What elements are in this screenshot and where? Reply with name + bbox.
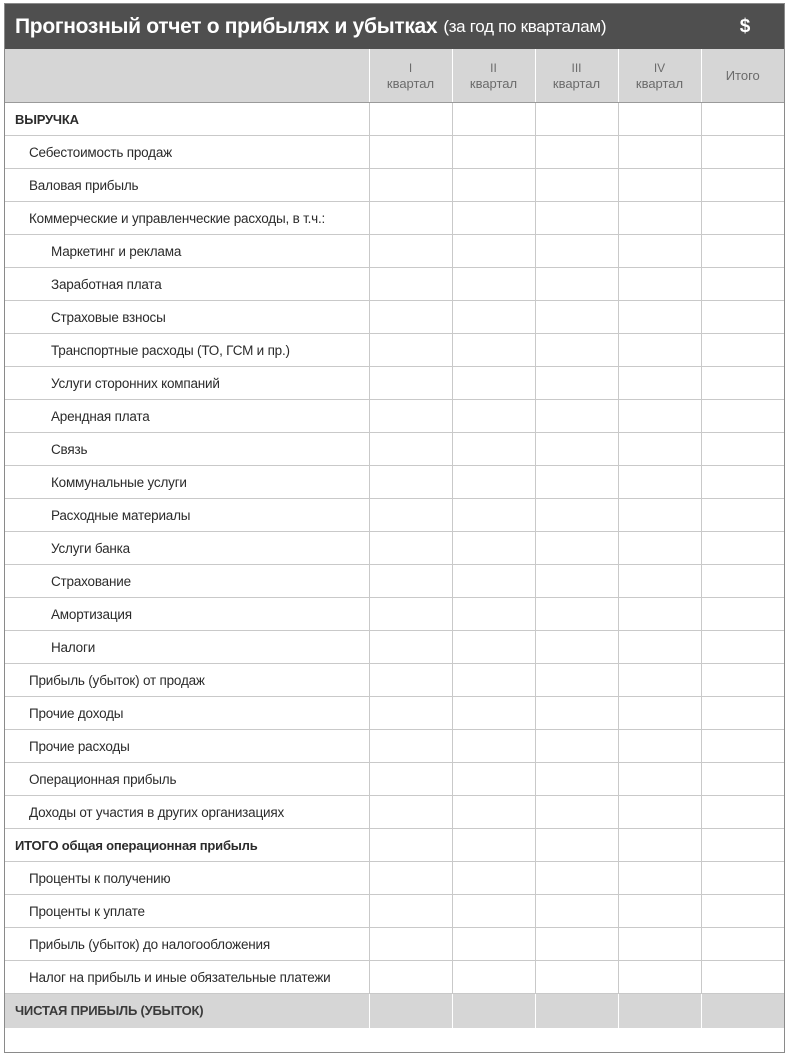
table-row (5, 796, 784, 829)
table-row (5, 598, 784, 631)
table-row (5, 730, 784, 763)
q2-value-cell[interactable] (452, 664, 535, 697)
q3-value-cell[interactable] (535, 928, 618, 961)
table-row (5, 994, 784, 1028)
q3-value-cell[interactable] (535, 961, 618, 994)
q1-value-cell[interactable] (369, 763, 452, 796)
row-label: Проценты к получению (5, 862, 369, 895)
q1-value-cell[interactable] (369, 862, 452, 895)
q3-value-cell[interactable] (535, 433, 618, 466)
q3-value-cell[interactable] (535, 631, 618, 664)
report-title: Прогнозный отчет о прибылях и убытках (15, 14, 438, 38)
q2-label: квартал (469, 75, 518, 91)
table-row (5, 202, 784, 235)
q1-value-cell[interactable] (369, 565, 452, 598)
q3-value-cell[interactable] (535, 400, 618, 433)
q1-value-cell[interactable] (369, 994, 452, 1028)
q4-value-cell[interactable] (618, 268, 701, 301)
q4-value-cell[interactable] (618, 565, 701, 598)
row-label: Прибыль (убыток) от продаж (5, 664, 369, 697)
total-value-cell[interactable] (701, 103, 784, 136)
header-label-column (5, 49, 369, 103)
q1-value-cell[interactable] (369, 928, 452, 961)
row-label: Связь (5, 433, 369, 466)
q2-value-cell[interactable] (452, 631, 535, 664)
q2-value-cell[interactable] (452, 763, 535, 796)
q1-value-cell[interactable] (369, 301, 452, 334)
q3-value-cell[interactable] (535, 532, 618, 565)
q2-value-cell[interactable] (452, 169, 535, 202)
q3-value-cell[interactable] (535, 136, 618, 169)
q4-value-cell[interactable] (618, 301, 701, 334)
q1-value-cell[interactable] (369, 796, 452, 829)
header-q3 (535, 49, 618, 103)
q3-value-cell[interactable] (535, 103, 618, 136)
table-body (5, 103, 784, 1028)
row-label: ВЫРУЧКА (5, 103, 369, 136)
q2-value-cell[interactable] (452, 235, 535, 268)
q2-value-cell[interactable] (452, 202, 535, 235)
q4-value-cell[interactable] (618, 598, 701, 631)
q3-value-cell[interactable] (535, 730, 618, 763)
row-label: Амортизация (5, 598, 369, 631)
q4-value-cell[interactable] (618, 829, 701, 862)
q4-value-cell[interactable] (618, 400, 701, 433)
q1-value-cell[interactable] (369, 103, 452, 136)
q1-value-cell[interactable] (369, 400, 452, 433)
total-value-cell[interactable] (701, 466, 784, 499)
row-label: Транспортные расходы (ТО, ГСМ и пр.) (5, 334, 369, 367)
q2-value-cell[interactable] (452, 268, 535, 301)
q2-value-cell[interactable] (452, 367, 535, 400)
q1-value-cell[interactable] (369, 202, 452, 235)
q3-value-cell[interactable] (535, 763, 618, 796)
row-label: Прибыль (убыток) до налогообложения (5, 928, 369, 961)
q1-value-cell[interactable] (369, 829, 452, 862)
q3-value-cell[interactable] (535, 235, 618, 268)
q4-value-cell[interactable] (618, 730, 701, 763)
q1-value-cell[interactable] (369, 895, 452, 928)
q3-roman: III (571, 60, 582, 75)
row-label: Прочие расходы (5, 730, 369, 763)
q3-value-cell[interactable] (535, 664, 618, 697)
q2-value-cell[interactable] (452, 829, 535, 862)
q3-value-cell[interactable] (535, 268, 618, 301)
row-label: Арендная плата (5, 400, 369, 433)
q1-value-cell[interactable] (369, 730, 452, 763)
total-value-cell[interactable] (701, 796, 784, 829)
currency-label: $ (739, 15, 751, 37)
q4-value-cell[interactable] (618, 532, 701, 565)
q2-value-cell[interactable] (452, 796, 535, 829)
total-value-cell[interactable] (701, 763, 784, 796)
table-row (5, 136, 784, 169)
q3-value-cell[interactable] (535, 994, 618, 1028)
q1-value-cell[interactable] (369, 235, 452, 268)
report-title-bar (5, 4, 784, 49)
table-row (5, 235, 784, 268)
row-label: Прочие доходы (5, 697, 369, 730)
q2-value-cell[interactable] (452, 499, 535, 532)
q2-value-cell[interactable] (452, 730, 535, 763)
header-q1 (369, 49, 452, 103)
row-label: Налог на прибыль и иные обязательные платежи (5, 961, 369, 994)
row-label: Заработная плата (5, 268, 369, 301)
row-label: Расходные материалы (5, 499, 369, 532)
total-value-cell[interactable] (701, 631, 784, 664)
total-value-cell[interactable] (701, 928, 784, 961)
q2-value-cell[interactable] (452, 400, 535, 433)
q2-value-cell[interactable] (452, 895, 535, 928)
q3-value-cell[interactable] (535, 169, 618, 202)
row-label: Страховые взносы (5, 301, 369, 334)
total-value-cell[interactable] (701, 862, 784, 895)
q3-value-cell[interactable] (535, 466, 618, 499)
q4-value-cell[interactable] (618, 895, 701, 928)
total-value-cell[interactable] (701, 400, 784, 433)
q3-value-cell[interactable] (535, 565, 618, 598)
q3-value-cell[interactable] (535, 499, 618, 532)
q3-value-cell[interactable] (535, 829, 618, 862)
q4-value-cell[interactable] (618, 103, 701, 136)
row-label: ИТОГО общая операционная прибыль (5, 829, 369, 862)
total-value-cell[interactable] (701, 697, 784, 730)
row-label: Коммунальные услуги (5, 466, 369, 499)
q2-value-cell[interactable] (452, 136, 535, 169)
total-value-cell[interactable] (701, 268, 784, 301)
table-row (5, 862, 784, 895)
q3-label: квартал (552, 75, 601, 91)
q4-value-cell[interactable] (618, 664, 701, 697)
table-row (5, 433, 784, 466)
q1-value-cell[interactable] (369, 268, 452, 301)
q2-value-cell[interactable] (452, 565, 535, 598)
total-value-cell[interactable] (701, 730, 784, 763)
table-row (5, 565, 784, 598)
row-label: Доходы от участия в других организациях (5, 796, 369, 829)
q4-value-cell[interactable] (618, 136, 701, 169)
q3-value-cell[interactable] (535, 895, 618, 928)
q2-value-cell[interactable] (452, 532, 535, 565)
q1-value-cell[interactable] (369, 466, 452, 499)
q3-value-cell[interactable] (535, 697, 618, 730)
table-row (5, 961, 784, 994)
q2-roman: II (490, 60, 497, 75)
q4-value-cell[interactable] (618, 466, 701, 499)
q1-value-cell[interactable] (369, 532, 452, 565)
report-subtitle: (за год по кварталам) (443, 16, 607, 36)
table-row (5, 367, 784, 400)
q4-value-cell[interactable] (618, 697, 701, 730)
table-row (5, 829, 784, 862)
q1-value-cell[interactable] (369, 499, 452, 532)
q4-value-cell[interactable] (618, 763, 701, 796)
q1-value-cell[interactable] (369, 433, 452, 466)
q2-value-cell[interactable] (452, 301, 535, 334)
q4-value-cell[interactable] (618, 367, 701, 400)
q2-value-cell[interactable] (452, 466, 535, 499)
total-value-cell[interactable] (701, 301, 784, 334)
table-row (5, 334, 784, 367)
q2-value-cell[interactable] (452, 994, 535, 1028)
header-q4 (618, 49, 701, 103)
q3-value-cell[interactable] (535, 598, 618, 631)
row-label: Операционная прибыль (5, 763, 369, 796)
q2-value-cell[interactable] (452, 598, 535, 631)
table-row (5, 466, 784, 499)
q4-value-cell[interactable] (618, 235, 701, 268)
q2-value-cell[interactable] (452, 433, 535, 466)
q1-value-cell[interactable] (369, 136, 452, 169)
q2-value-cell[interactable] (452, 697, 535, 730)
q1-value-cell[interactable] (369, 631, 452, 664)
table-row (5, 763, 784, 796)
table-row (5, 268, 784, 301)
q4-value-cell[interactable] (618, 499, 701, 532)
table-header-row (5, 49, 784, 103)
table-row (5, 103, 784, 136)
q3-value-cell[interactable] (535, 334, 618, 367)
table-row (5, 928, 784, 961)
table-row (5, 532, 784, 565)
q1-value-cell[interactable] (369, 961, 452, 994)
row-label: Валовая прибыль (5, 169, 369, 202)
q4-value-cell[interactable] (618, 994, 701, 1028)
q1-label: квартал (386, 75, 435, 91)
q1-value-cell[interactable] (369, 334, 452, 367)
total-value-cell[interactable] (701, 202, 784, 235)
q3-value-cell[interactable] (535, 862, 618, 895)
row-label: Услуги сторонних компаний (5, 367, 369, 400)
pnl-table (5, 49, 784, 1028)
total-value-cell[interactable] (701, 664, 784, 697)
total-value-cell[interactable] (701, 235, 784, 268)
row-label: Себестоимость продаж (5, 136, 369, 169)
table-row (5, 169, 784, 202)
row-label: Маркетинг и реклама (5, 235, 369, 268)
q1-value-cell[interactable] (369, 367, 452, 400)
q1-roman: I (408, 60, 413, 75)
q2-value-cell[interactable] (452, 961, 535, 994)
table-row (5, 664, 784, 697)
total-value-cell[interactable] (701, 169, 784, 202)
q4-roman: IV (653, 60, 666, 75)
report-sheet (4, 3, 785, 1053)
header-q2 (452, 49, 535, 103)
total-value-cell[interactable] (701, 895, 784, 928)
q4-value-cell[interactable] (618, 796, 701, 829)
total-value-cell[interactable] (701, 532, 784, 565)
row-label: Коммерческие и управленческие расходы, в т.ч.: (5, 202, 369, 235)
q4-value-cell[interactable] (618, 862, 701, 895)
row-label: Страхование (5, 565, 369, 598)
q2-value-cell[interactable] (452, 928, 535, 961)
q1-value-cell[interactable] (369, 169, 452, 202)
q2-value-cell[interactable] (452, 862, 535, 895)
row-label: ЧИСТАЯ ПРИБЫЛЬ (УБЫТОК) (5, 994, 369, 1028)
total-value-cell[interactable] (701, 961, 784, 994)
q2-value-cell[interactable] (452, 103, 535, 136)
total-value-cell[interactable] (701, 433, 784, 466)
q3-value-cell[interactable] (535, 367, 618, 400)
q1-value-cell[interactable] (369, 664, 452, 697)
q3-value-cell[interactable] (535, 796, 618, 829)
q4-label: квартал (635, 75, 684, 91)
q4-value-cell[interactable] (618, 334, 701, 367)
q4-value-cell[interactable] (618, 928, 701, 961)
q2-value-cell[interactable] (452, 334, 535, 367)
total-value-cell[interactable] (701, 136, 784, 169)
table-row (5, 499, 784, 532)
row-label: Налоги (5, 631, 369, 664)
total-value-cell[interactable] (701, 565, 784, 598)
q4-value-cell[interactable] (618, 631, 701, 664)
row-label: Проценты к уплате (5, 895, 369, 928)
q1-value-cell[interactable] (369, 697, 452, 730)
total-value-cell[interactable] (701, 598, 784, 631)
q4-value-cell[interactable] (618, 202, 701, 235)
row-label: Услуги банка (5, 532, 369, 565)
q3-value-cell[interactable] (535, 202, 618, 235)
total-value-cell[interactable] (701, 499, 784, 532)
q1-value-cell[interactable] (369, 598, 452, 631)
table-row (5, 631, 784, 664)
table-row (5, 400, 784, 433)
total-value-cell[interactable] (701, 829, 784, 862)
total-value-cell[interactable] (701, 994, 784, 1028)
total-value-cell[interactable] (701, 367, 784, 400)
total-value-cell[interactable] (701, 334, 784, 367)
table-row (5, 301, 784, 334)
header-total: Итого (701, 49, 784, 103)
q3-value-cell[interactable] (535, 301, 618, 334)
q4-value-cell[interactable] (618, 169, 701, 202)
table-row (5, 895, 784, 928)
table-row (5, 697, 784, 730)
q4-value-cell[interactable] (618, 961, 701, 994)
q4-value-cell[interactable] (618, 433, 701, 466)
